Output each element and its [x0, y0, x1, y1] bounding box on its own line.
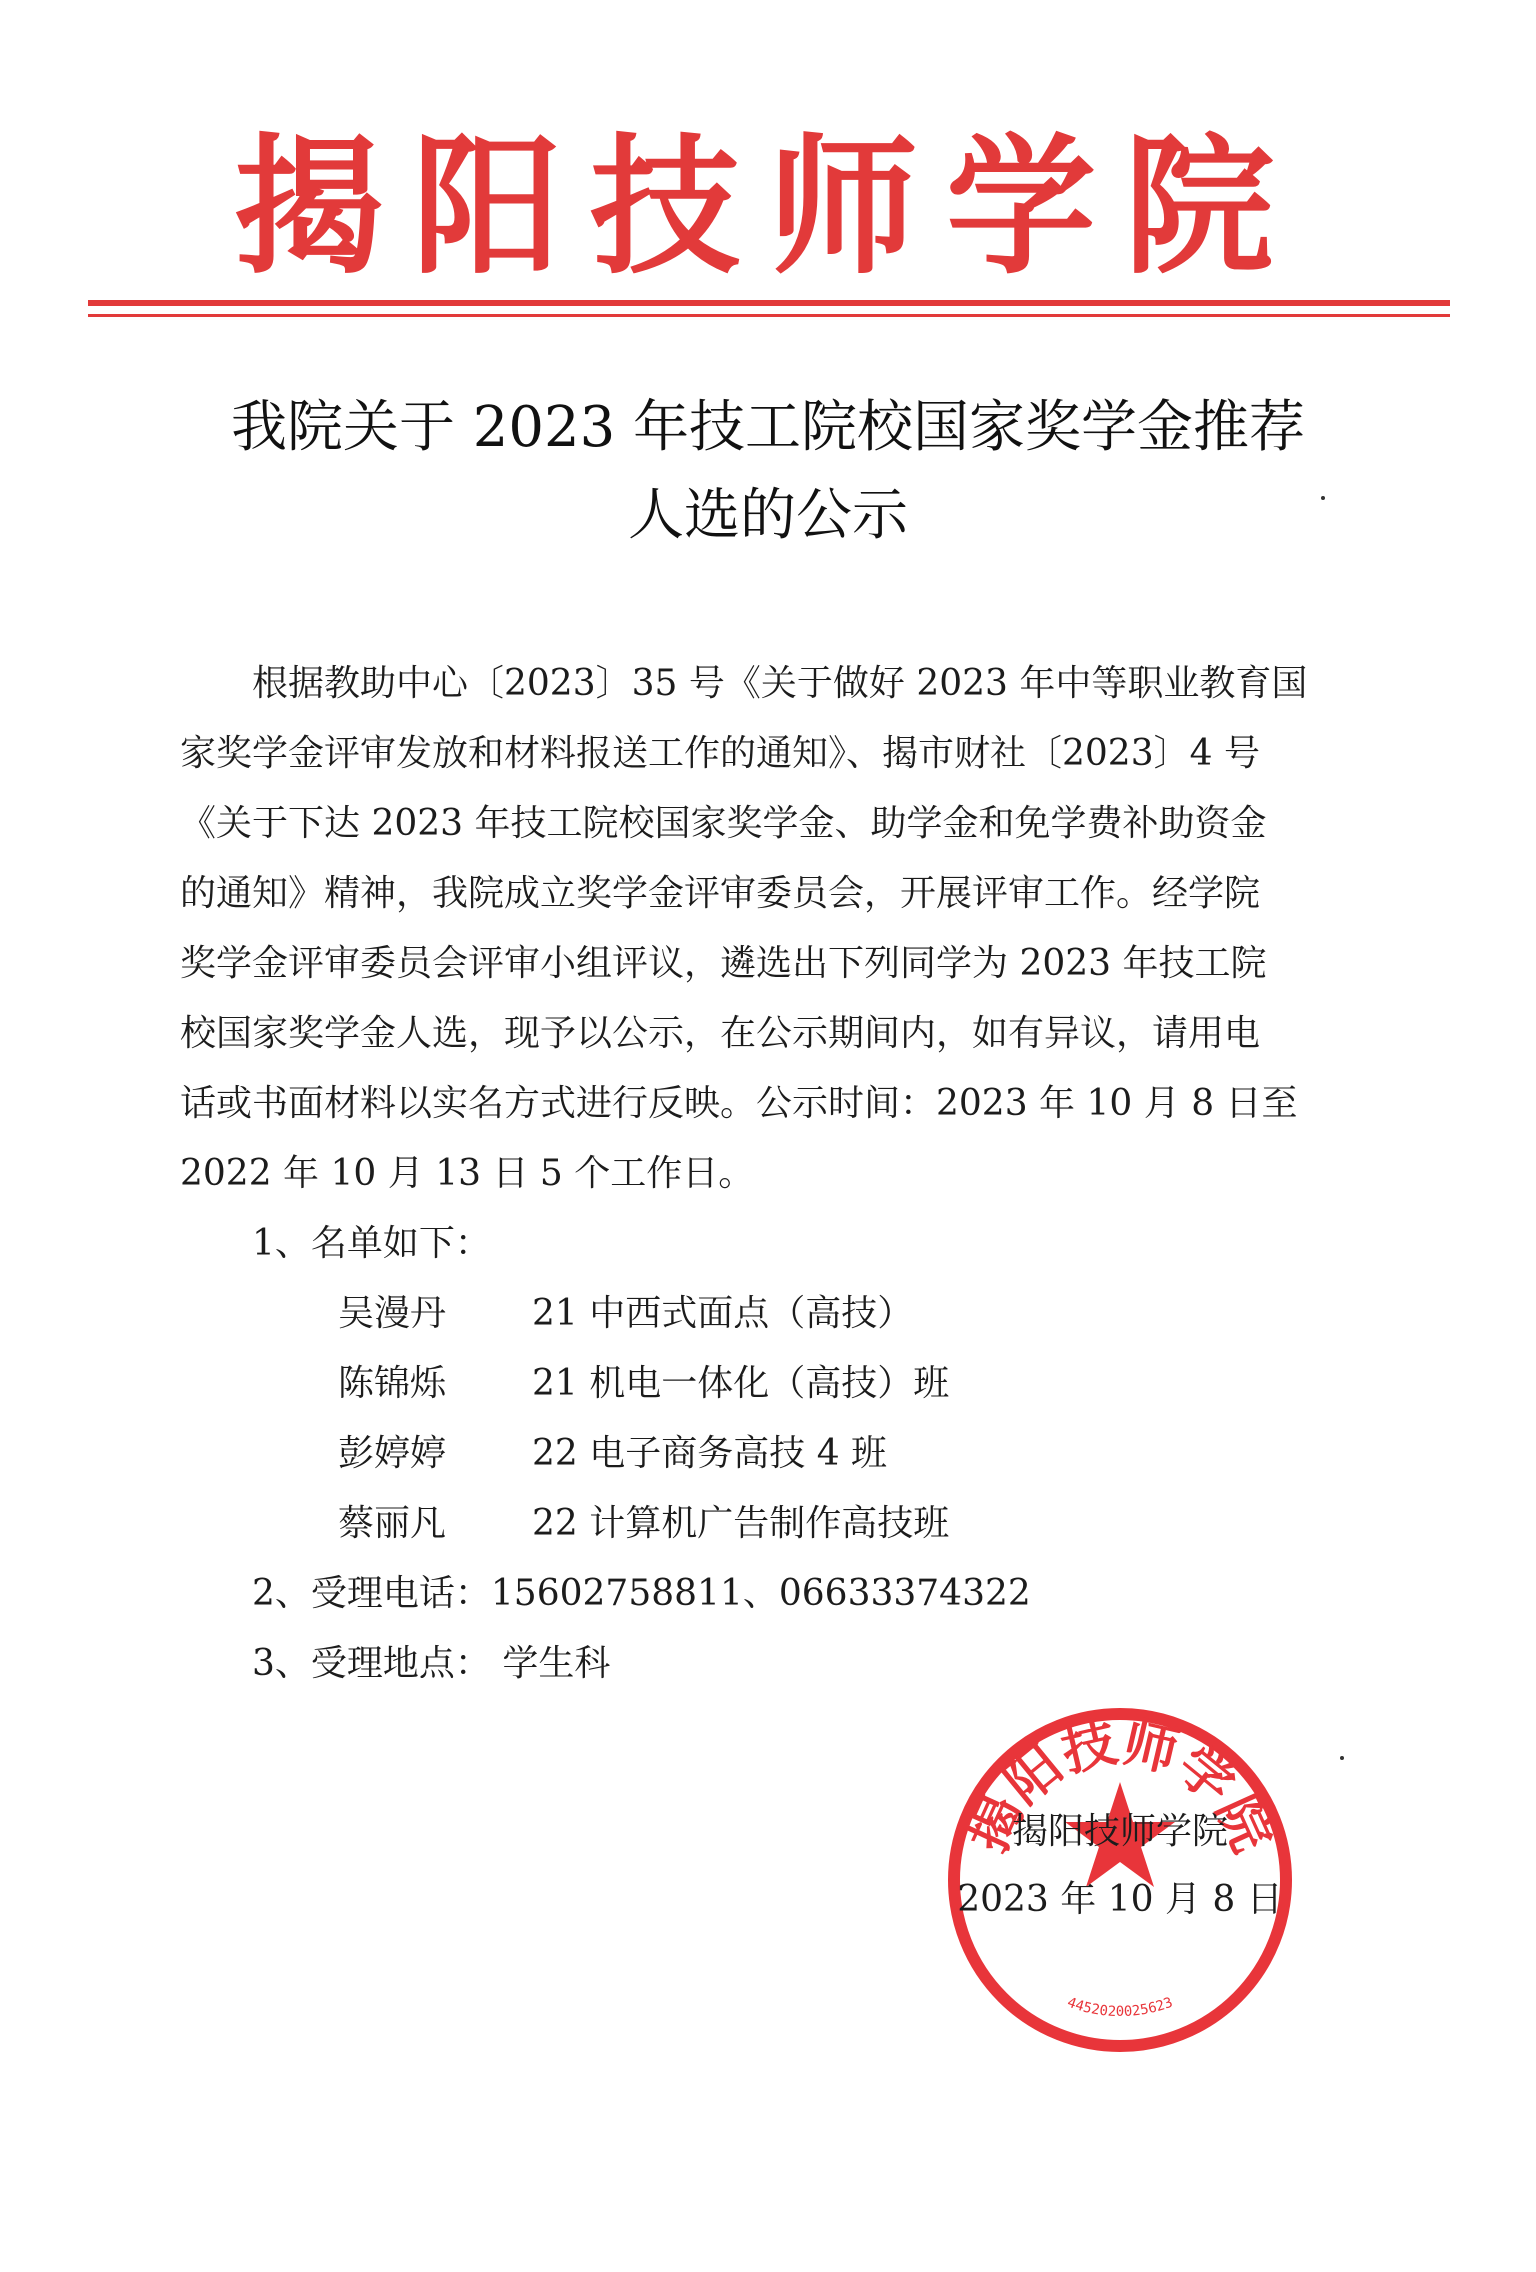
contact-phone: 2、受理电话：15602758811、06633374322	[252, 1573, 1031, 1614]
paragraph-line: 根据教助中心〔2023〕35 号《关于做好 2023 年中等职业教育国	[252, 663, 1308, 704]
masthead-rule-thick	[88, 300, 1450, 306]
masthead-institution-name: 揭阳技师学院	[233, 121, 1302, 295]
paragraph-line: 话或书面材料以实名方式进行反映。公示时间：2023 年 10 月 8 日至	[180, 1083, 1298, 1124]
signature-date: 2023 年 10 月 8 日	[957, 1879, 1283, 1920]
signature-organization: 揭阳技师学院	[1011, 1811, 1228, 1852]
contact-location: 3、受理地点： 学生科	[252, 1643, 611, 1684]
nominee-class: 21 机电一体化（高技）班	[532, 1363, 950, 1404]
nominee-class: 22 计算机广告制作高技班	[532, 1503, 950, 1544]
document-title-line-2: 人选的公示	[628, 483, 908, 548]
paragraph-line: 2022 年 10 月 13 日 5 个工作日。	[180, 1153, 755, 1194]
scan-speck	[1321, 496, 1325, 500]
nominee-list-heading: 1、名单如下：	[252, 1223, 491, 1264]
masthead-rule-thin	[88, 314, 1450, 317]
paragraph-line: 奖学金评审委员会评审小组评议，遴选出下列同学为 2023 年技工院	[180, 943, 1267, 984]
paragraph-line: 的通知》精神，我院成立奖学金评审委员会，开展评审工作。经学院	[180, 873, 1261, 914]
nominee-name: 吴漫丹	[338, 1293, 447, 1334]
nominee-name: 蔡丽凡	[338, 1503, 447, 1544]
paragraph-line: 家奖学金评审发放和材料报送工作的通知》、揭市财社〔2023〕4 号	[180, 733, 1260, 774]
seal-serial-number: 4452020025623	[1065, 1994, 1175, 2021]
scan-speck	[1340, 1756, 1344, 1760]
seal-ring-text: 揭阳技师学院	[955, 1710, 1285, 1862]
nominee-name: 陈锦烁	[338, 1363, 447, 1404]
nominee-name: 彭婷婷	[338, 1433, 447, 1474]
document-title-line-1: 我院关于 2023 年技工院校国家奖学金推荐	[230, 395, 1306, 460]
paragraph-line: 校国家奖学金人选，现予以公示，在公示期间内，如有异议，请用电	[180, 1013, 1261, 1054]
paragraph-line: 《关于下达 2023 年技工院校国家奖学金、助学金和免学费补助资金	[180, 803, 1267, 844]
nominee-class: 22 电子商务高技 4 班	[532, 1433, 888, 1474]
nominee-class: 21 中西式面点（高技）	[532, 1293, 914, 1334]
